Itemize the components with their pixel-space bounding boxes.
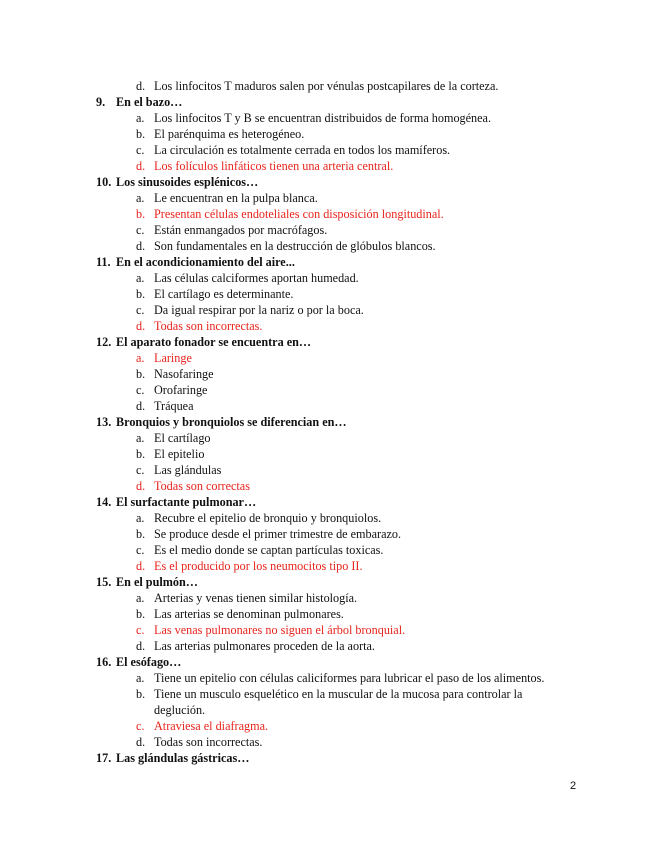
option-text: Atraviesa el diafragma.: [154, 719, 269, 733]
option-letter: c.: [136, 543, 145, 557]
question-heading: [96, 414, 347, 430]
answer-option: [136, 366, 214, 382]
option-letter: c.: [136, 463, 145, 477]
option-letter: b.: [136, 207, 146, 221]
question-number: 13.: [96, 415, 112, 429]
question-heading: [96, 174, 258, 190]
option-letter: d.: [136, 639, 146, 653]
question-text: El esófago…: [116, 655, 182, 669]
answer-option: [136, 398, 194, 414]
option-text: Las arterias se denominan pulmonares.: [154, 607, 344, 621]
question-heading: [96, 574, 198, 590]
question-text: El surfactante pulmonar…: [116, 495, 257, 509]
option-continuation: deglución.: [154, 703, 206, 717]
answer-option: [136, 142, 450, 158]
option-text: El cartílago: [154, 431, 211, 445]
option-letter: a.: [136, 671, 145, 685]
option-letter: b.: [136, 687, 146, 701]
answer-option: [136, 430, 211, 446]
option-text: Las venas pulmonares no siguen el árbol bronquial.: [154, 623, 406, 637]
option-text: La circulación es totalmente cerrada en todos los mamíferos.: [154, 143, 451, 157]
option-text: Laringe: [154, 351, 192, 365]
option-text: Tiene un epitelio con células caliciformes para lubricar el paso de los alimentos.: [154, 671, 545, 685]
question-text: En el acondicionamiento del aire...: [116, 255, 295, 269]
question-text: En el pulmón…: [116, 575, 198, 589]
page-number: 2: [570, 780, 577, 792]
answer-option-correct: [136, 158, 393, 174]
answer-option: [136, 270, 359, 286]
option-letter: a.: [136, 591, 145, 605]
question-heading: [96, 94, 182, 110]
question-text: Los sinusoides esplénicos…: [116, 175, 259, 189]
option-letter: a.: [136, 511, 145, 525]
option-letter: d.: [136, 319, 146, 333]
question-text: En el bazo…: [116, 95, 183, 109]
option-text: Nasofaringe: [154, 367, 214, 381]
question-heading: [96, 654, 181, 670]
answer-option: [136, 126, 304, 142]
option-letter: a.: [136, 191, 145, 205]
answer-option: [136, 462, 221, 478]
answer-option: [136, 238, 436, 254]
answer-option-correct: [136, 318, 262, 334]
option-text: El parénquima es heterogéneo.: [154, 127, 305, 141]
answer-option: [136, 222, 327, 238]
option-letter: b.: [136, 527, 146, 541]
question-heading: [96, 494, 256, 510]
answer-option-correct: [136, 718, 268, 734]
option-text: Son fundamentales en la destrucción de glóbulos blancos.: [154, 239, 436, 253]
question-number: 9.: [96, 95, 106, 109]
answer-option: [136, 526, 401, 542]
question-number: 14.: [96, 495, 112, 509]
option-text: Las células calciformes aportan humedad.: [154, 271, 359, 285]
question-text: Las glándulas gástricas…: [116, 751, 250, 765]
answer-option: [136, 542, 383, 558]
answer-option: [136, 734, 262, 750]
answer-option-correct: [136, 622, 405, 638]
answer-option: [136, 686, 522, 702]
answer-option: [136, 382, 207, 398]
option-text: Los linfocitos T y B se encuentran distribuidos de forma homogénea.: [154, 111, 492, 125]
option-text: Tráquea: [154, 399, 194, 413]
option-letter: a.: [136, 351, 145, 365]
option-text: Todas son incorrectas.: [154, 319, 263, 333]
question-number: 16.: [96, 655, 112, 669]
option-text: Tiene un musculo esquelético en la muscular de la mucosa para controlar la: [154, 687, 523, 701]
option-letter: c.: [136, 383, 145, 397]
answer-option: [136, 446, 204, 462]
question-number: 17.: [96, 751, 112, 765]
option-text: Se produce desde el primer trimestre de embarazo.: [154, 527, 402, 541]
answer-option: [136, 670, 544, 686]
option-text: El epitelio: [154, 447, 205, 461]
question-heading: [96, 750, 249, 766]
option-text: Todas son incorrectas.: [154, 735, 263, 749]
answer-option: [136, 190, 318, 206]
option-text: Los linfocitos T maduros salen por vénulas postcapilares de la corteza.: [154, 79, 499, 93]
option-text: Recubre el epitelio de bronquio y bronquiolos.: [154, 511, 382, 525]
option-letter: a.: [136, 271, 145, 285]
option-letter: c.: [136, 223, 145, 237]
option-text: Arterias y venas tienen similar histología.: [154, 591, 358, 605]
option-letter: b.: [136, 447, 146, 461]
option-letter: d.: [136, 79, 146, 93]
option-text: Los folículos linfáticos tienen una arteria central.: [154, 159, 394, 173]
question-number: 11.: [96, 255, 111, 269]
option-letter: c.: [136, 303, 145, 317]
option-letter: b.: [136, 127, 146, 141]
option-letter: d.: [136, 479, 146, 493]
answer-option: [136, 510, 381, 526]
answer-option-correct: [136, 478, 250, 494]
option-letter: d.: [136, 559, 146, 573]
option-text: Están enmangados por macrófagos.: [154, 223, 328, 237]
question-number: 15.: [96, 575, 112, 589]
option-letter: b.: [136, 287, 146, 301]
option-text: Es el producido por los neumocitos tipo II.: [154, 559, 363, 573]
option-letter: b.: [136, 607, 146, 621]
answer-option: [136, 638, 375, 654]
answer-option: [136, 590, 357, 606]
option-letter: c.: [136, 143, 145, 157]
option-letter: d.: [136, 399, 146, 413]
question-number: 10.: [96, 175, 112, 189]
answer-option-correct: [136, 206, 444, 222]
option-text: Presentan células endoteliales con disposición longitudinal.: [154, 207, 444, 221]
option-text: Las arterias pulmonares proceden de la aorta.: [154, 639, 375, 653]
option-text: Es el medio donde se captan partículas toxicas.: [154, 543, 384, 557]
option-text: Las glándulas: [154, 463, 222, 477]
option-text: Orofaringe: [154, 383, 208, 397]
answer-option: [136, 606, 344, 622]
option-text: Todas son correctas: [154, 479, 250, 493]
question-heading: [96, 334, 311, 350]
question-heading: [96, 254, 295, 270]
option-letter: b.: [136, 367, 146, 381]
option-letter: a.: [136, 111, 145, 125]
option-text: El cartílago es determinante.: [154, 287, 294, 301]
option-text: Le encuentran en la pulpa blanca.: [154, 191, 318, 205]
option-letter: d.: [136, 159, 146, 173]
answer-option-correct: [136, 350, 192, 366]
answer-option: [136, 302, 364, 318]
question-text: Bronquios y bronquiolos se diferencian en…: [116, 415, 347, 429]
question-number: 12.: [96, 335, 112, 349]
option-letter: d.: [136, 239, 146, 253]
option-letter: a.: [136, 431, 145, 445]
option-letter: d.: [136, 735, 146, 749]
answer-option: [136, 78, 498, 94]
option-letter: c.: [136, 623, 145, 637]
answer-option: [136, 110, 491, 126]
answer-option: [136, 286, 293, 302]
option-letter: c.: [136, 719, 145, 733]
option-text: Da igual respirar por la nariz o por la boca.: [154, 303, 364, 317]
answer-option-correct: [136, 558, 363, 574]
question-text: El aparato fonador se encuentra en…: [116, 335, 312, 349]
